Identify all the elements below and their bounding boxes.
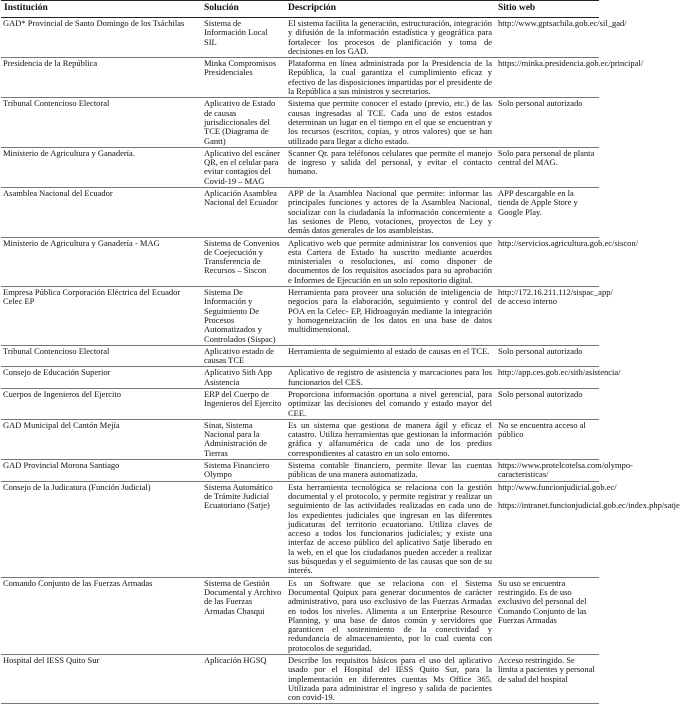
description-cell: Plataforma en línea administrada por la Presidencia de la República, la cual garantiza el cumplimiento eficaz y efectivo de las disposiciones impartidas por el presidente de la República a sus ministros y secretarios. bbox=[285, 58, 495, 98]
website-cell: http://www.funcionjudicial.gob.ec/ https://intranet.funcionjudicial.gob.ec/index.php/satje bbox=[495, 481, 599, 577]
institution-cell: GAD* Provincial de Santo Domingo de los Tsáchilas bbox=[1, 18, 201, 58]
institution-cell: Presidencia de la República bbox=[1, 58, 201, 98]
website-cell: Solo personal autorizado bbox=[495, 98, 599, 147]
institution-cell: Hospital del IESS Quito Sur bbox=[1, 655, 201, 704]
table-row bbox=[1, 345, 599, 367]
website-cell: Solo personal autorizado bbox=[495, 388, 599, 419]
institution-cell: Ministerio de Agricultura y Ganadería. bbox=[1, 147, 201, 187]
table-row bbox=[1, 388, 599, 419]
solution-cell: Aplicativo estado de causas TCE bbox=[201, 345, 285, 367]
table-row bbox=[1, 460, 599, 482]
description-cell: Proporciona información oportuna a nivel gerencial, para optimizar las decisiones del comando y estado mayor del CEE. bbox=[285, 388, 495, 419]
institution-cell: Empresa Pública Corporación Eléctrica del Ecuador Celec EP bbox=[1, 287, 201, 346]
description-cell: APP de la Asamblea Nacional que permite: informar las principales funciones y actores de la Asamblea Nacional, socializar con la ciudadanía la información concerniente a las sesiones de Pleno, votaciones, proyectos de Ley y demás datos generales de los asambleístas. bbox=[285, 188, 495, 237]
table-row bbox=[1, 98, 599, 147]
website-cell: Solo para personal de planta central del MAG. bbox=[495, 147, 599, 187]
institution-cell: Tribunal Contencioso Electoral bbox=[1, 98, 201, 147]
solution-cell: Sistema de Información Local SIL bbox=[201, 18, 285, 58]
description-cell: El sistema facilita la generación, estructuración, integración y difusión de la información estadística y geográfica para fortalecer los procesos de planificación y toma de decisiones en los GAD. bbox=[285, 18, 495, 58]
website-cell: APP descargable en la tienda de Apple Store y Google Play. bbox=[495, 188, 599, 237]
solution-cell: Aplicación HGSQ bbox=[201, 655, 285, 704]
website-cell: No se encuentra acceso al público bbox=[495, 419, 599, 459]
website-cell: http://www.gptsachila.gob.ec/sil_gad/ bbox=[495, 18, 599, 58]
description-cell: Describe los requisitos básicos para el uso del aplicativo usado por el Hospital del IESS Quito Sur, para la implementación en diferentes cuentas Ms Office 365. Utilizada para administrar el ingreso y salida de pacientes con covid-19. bbox=[285, 655, 495, 704]
header-institution: Institución bbox=[1, 1, 201, 18]
table-row bbox=[1, 147, 599, 187]
description-cell: Herramienta de seguimiento al estado de causas en el TCE. bbox=[285, 345, 495, 367]
website-cell: Acceso restringido. Se limita a pacientes y personal de salud del hospital bbox=[495, 655, 599, 704]
solution-cell: Sistema Automático de Trámite Judicial Ecuatoriano (Satje) bbox=[201, 481, 285, 577]
description-cell: Aplicativo web que permite administrar los convenios que esta Cartera de Estado ha suscrito mediante acuerdos ministeriales o resoluciones, así como disponer de documentos de los requisitos asociados para su aprobación e Informes de Ejecución en un solo repositorio digital. bbox=[285, 237, 495, 286]
solution-cell: Aplicativo de Estado de causas jurisdiccionales del TCE (Diagrama de Gantt) bbox=[201, 98, 285, 147]
website-cell: http://172.16.211.112/sispac_app/ de acceso interno bbox=[495, 287, 599, 346]
table-row bbox=[1, 237, 599, 286]
solution-cell: Sinat, Sistema Nacional para la Administración de Tierras bbox=[201, 419, 285, 459]
institution-cell: GAD Provincial Morona Santiago bbox=[1, 460, 201, 482]
website-cell: https://minka.presidencia.gob.ec/principal/ bbox=[495, 58, 599, 98]
description-cell: Es un sistema que gestiona de manera ágil y eficaz el catastro. Utiliza herramientas que gestionan la información gráfica y alfanumérica de cada uno de los predios correspondientes al catastro en un solo entorno. bbox=[285, 419, 495, 459]
solution-cell: Aplicación Asamblea Nacional del Ecuador bbox=[201, 188, 285, 237]
description-cell: Herramienta para proveer una solución de inteligencia de negocios para la elaboración, seguimiento y control del POA en la Celec- EP, Hidroagoyán mediante la integración y homogeneización de los datos en una base de datos multidimensional. bbox=[285, 287, 495, 346]
website-cell: Su uso se encuentra restringido. Es de uso exclusivo del personal del Comando Conjunto de las Fuerzas Armadas bbox=[495, 577, 599, 654]
table-row bbox=[1, 58, 599, 98]
description-cell: Scanner Qr. para teléfonos celulares que permite el manejo de ingreso y salida del personal, y evitar el contacto humano. bbox=[285, 147, 495, 187]
institution-cell: Tribunal Contencioso Electoral bbox=[1, 345, 201, 367]
solution-cell: Aplicativo del escáner QR, en el celular para evitar contagios del Covid-19 – MAG bbox=[201, 147, 285, 187]
description-cell: Sistema que permite conocer el estado (previo, etc.) de las causas ingresadas al TCE. Cada uno de estos estados determinan un lugar en el tiempo en el que se encuentran y los recursos (escritos, copias, y otros valores) que se han utilizado para llegar a dicho estado. bbox=[285, 98, 495, 147]
header-description: Descripción bbox=[285, 1, 495, 18]
website-cell: Solo personal autorizado bbox=[495, 345, 599, 367]
table-row bbox=[1, 188, 599, 237]
description-cell: Aplicativo de registro de asistencia y marcaciones para los funcionarios del CES. bbox=[285, 367, 495, 389]
table-row bbox=[1, 287, 599, 346]
institution-cell: Ministerio de Agricultura y Ganadería - MAG bbox=[1, 237, 201, 286]
table-row bbox=[1, 367, 599, 389]
solution-cell: Sistema De Información y Seguimiento De Procesos Automatizados y Controlados (Sispac) bbox=[201, 287, 285, 346]
solution-cell: Minka Compromisos Presidenciales bbox=[201, 58, 285, 98]
institution-cell: Consejo de Educación Superior bbox=[1, 367, 201, 389]
website-cell: https://www.protelcotelsa.com/olympo-caracteristicas/ bbox=[495, 460, 599, 482]
solution-cell: ERP del Cuerpo de Ingenieros del Ejercito bbox=[201, 388, 285, 419]
website-cell: http://servicios.agricultura.gob.ec/siscon/ bbox=[495, 237, 599, 286]
description-cell: Es un Software que se relaciona con el Sistema Documental Quipux para generar documentos de carácter administrativo, para uso exclusivo de las Fuerzas Armadas en todos los niveles. Alimenta a un Enterprise Resource Planning, y una base de datos común y servidores que garanticen el sostenimiento de la conectividad y redundancia de almacenamiento, por lo cual cuenta con protocolos de seguridad. bbox=[285, 577, 495, 654]
header-solution: Solución bbox=[201, 1, 285, 18]
table-row bbox=[1, 481, 599, 577]
institution-cell: Asamblea Nacional del Ecuador bbox=[1, 188, 201, 237]
institution-cell: Comando Conjunto de las Fuerzas Armadas bbox=[1, 577, 201, 654]
institution-cell: GAD Municipal del Cantón Mejía bbox=[1, 419, 201, 459]
table-row bbox=[1, 655, 599, 704]
institution-cell: Consejo de la Judicatura (Función Judicial) bbox=[1, 481, 201, 577]
institution-cell: Cuerpos de Ingenieros del Ejercito bbox=[1, 388, 201, 419]
website-cell: http://app.ces.gob.ec/sith/asistencia/ bbox=[495, 367, 599, 389]
solution-cell: Sistema Financiero Olympo bbox=[201, 460, 285, 482]
table-row bbox=[1, 18, 599, 58]
solution-cell: Aplicativo Sith App Asistencia bbox=[201, 367, 285, 389]
description-cell: Esta herramienta tecnológica se relaciona con la gestión documental y el protocolo, y permite registrar y realizar un seguimiento de las actividades realizadas en cada uno de los expedientes judiciales que ingresan en las diferentes judicaturas del territorio ecuatoriano. Utiliza claves de acceso a todos los funcionarios judiciales; y existe una interfaz de acceso público del aplicativo Satje liberado en la web, en el que los ciudadanos pueden acceder a realizar sus búsquedas y el seguimiento de las causas que son de su interés. bbox=[285, 481, 495, 577]
table-header-row bbox=[1, 1, 599, 18]
solution-cell: Sistema de Gestión Documental y Archivo de las Fuerzas Armadas Chasqui bbox=[201, 577, 285, 654]
table-row bbox=[1, 577, 599, 654]
institutions-table bbox=[1, 0, 680, 704]
solution-cell: Sistema de Convenios de Coejecución y Transferencia de Recursos – Siscon bbox=[201, 237, 285, 286]
table-row bbox=[1, 419, 599, 459]
description-cell: Sistema contable financiero, permite llevar las cuentas públicas de una manera automatizada. bbox=[285, 460, 495, 482]
header-website: Sitio web bbox=[495, 1, 599, 18]
